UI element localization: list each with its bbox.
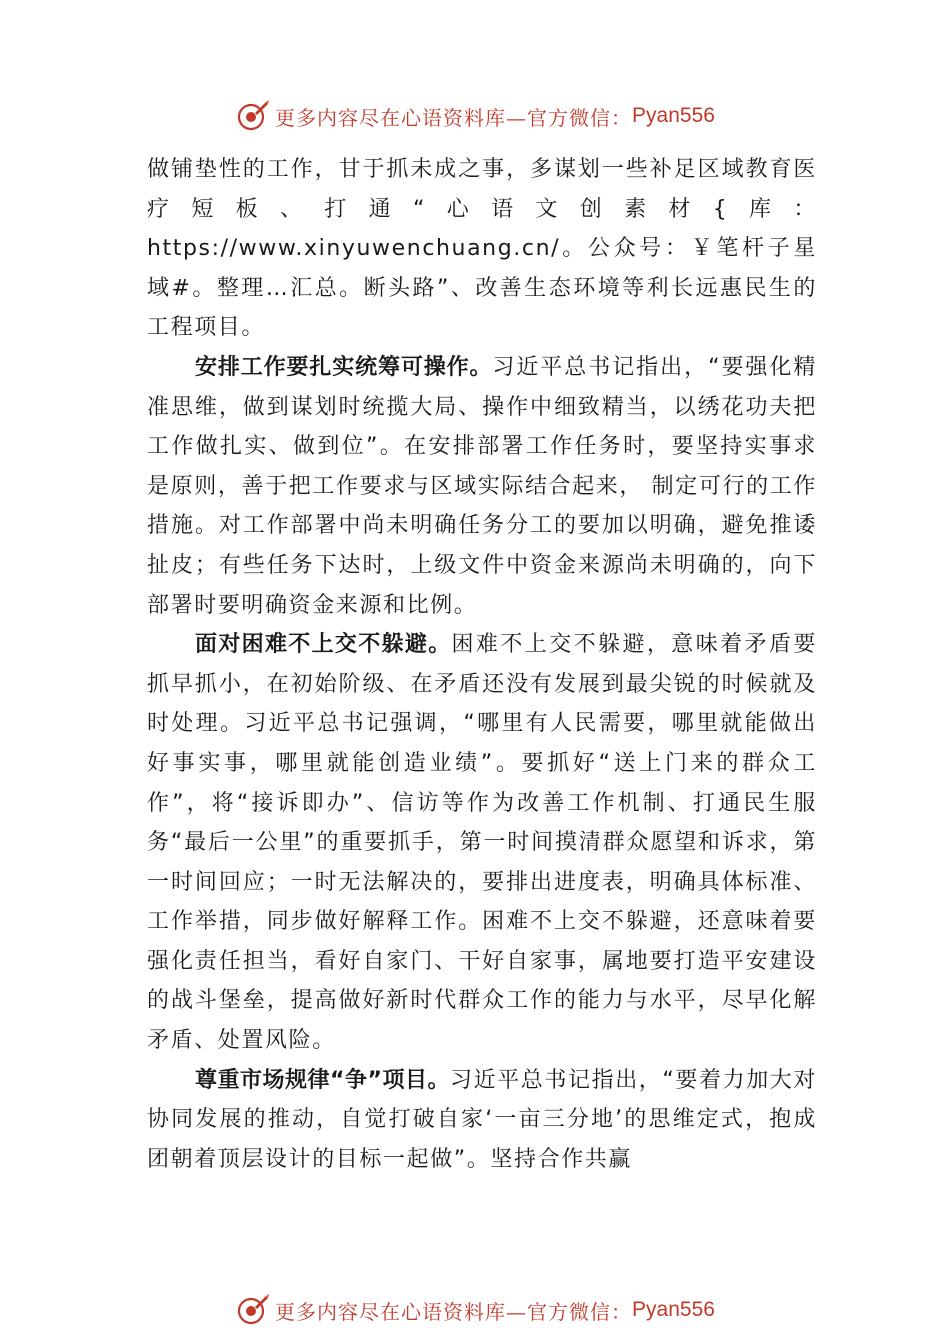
- banner-handle: Pyan556: [632, 104, 715, 127]
- paragraph-4: [147, 1061, 817, 1180]
- paragraph-2: [147, 348, 817, 625]
- banner-handle: Pyan556: [632, 1298, 715, 1321]
- banner-text: 更多内容尽在心语资料库—官方微信：: [275, 1299, 633, 1324]
- logo-icon: [235, 99, 269, 133]
- paragraph-text: 习近平总书记指出，“要着力加大对协同发展的推动，自觉打破自家‘一亩三分地’的思维定式，抱成团朝着顶层设计的目标一起做”。坚持合作共赢: [147, 1067, 818, 1172]
- paragraph-heading: 面对困难不上交不躲避。: [195, 632, 452, 658]
- logo-icon: [235, 1293, 269, 1327]
- paragraph-3: [147, 625, 817, 1061]
- header-banner: [0, 94, 950, 138]
- paragraph-heading: 尊重市场规律“争”项目。: [195, 1067, 450, 1093]
- paragraph-1: [147, 150, 817, 348]
- paragraph-text: 习近平总书记指出，“要强化精准思维，做到谋划时统揽大局、操作中细致精当，以绣花功夫把工作做扎实、做到位”。在安排部署工作任务时，要坚持实事求是原则，善于把工作要求与区域实际结合起来， 制定可行的工作措施。对工作部署中尚未明确任务分工的要加以明确，避免推诿扯皮；有些任务下达时，上级文件中资金来源尚未明确的，向下部署时要明确资金来源和比例。: [147, 354, 817, 618]
- banner-text: 更多内容尽在心语资料库—官方微信：: [275, 105, 633, 130]
- paragraph-text: 困难不上交不躲避，意味着矛盾要抓早抓小，在初始阶级、在矛盾还没有发展到最尖锐的时候就及时处理。习近平总书记强调，“哪里有人民需要，哪里就能做出好事实事，哪里就能创造业绩”。要抓好“送上门来的群众工作”，将“接诉即办”、信访等作为改善工作机制、打通民生服务“最后一公里”的重要抓手，第一时间摸清群众愿望和诉求，第一时间回应；一时无法解决的，要排出进度表，明确具体标准、工作举措，同步做好解释工作。困难不上交不躲避，还意味着要强化责任担当，看好自家门、干好自家事，属地要打造平安建设的战斗堡垒，提高做好新时代群众工作的能力与水平，尽早化解矛盾、处置风险。: [147, 632, 817, 1054]
- paragraph-text: 做铺垫性的工作，甘于抓未成之事，多谋划一些补足区域教育医疗短板、打通“心语文创素材{库：https://www.xinyuwenchuang.cn/。公众号：￥笔杆子星域#。整理…汇总。断头路”、改善生态环境等利长远惠民生的工程项目。: [147, 157, 817, 341]
- footer-banner: [0, 1288, 950, 1332]
- document-body: [147, 150, 817, 1179]
- paragraph-heading: 安排工作要扎实统筹可操作。: [195, 354, 493, 380]
